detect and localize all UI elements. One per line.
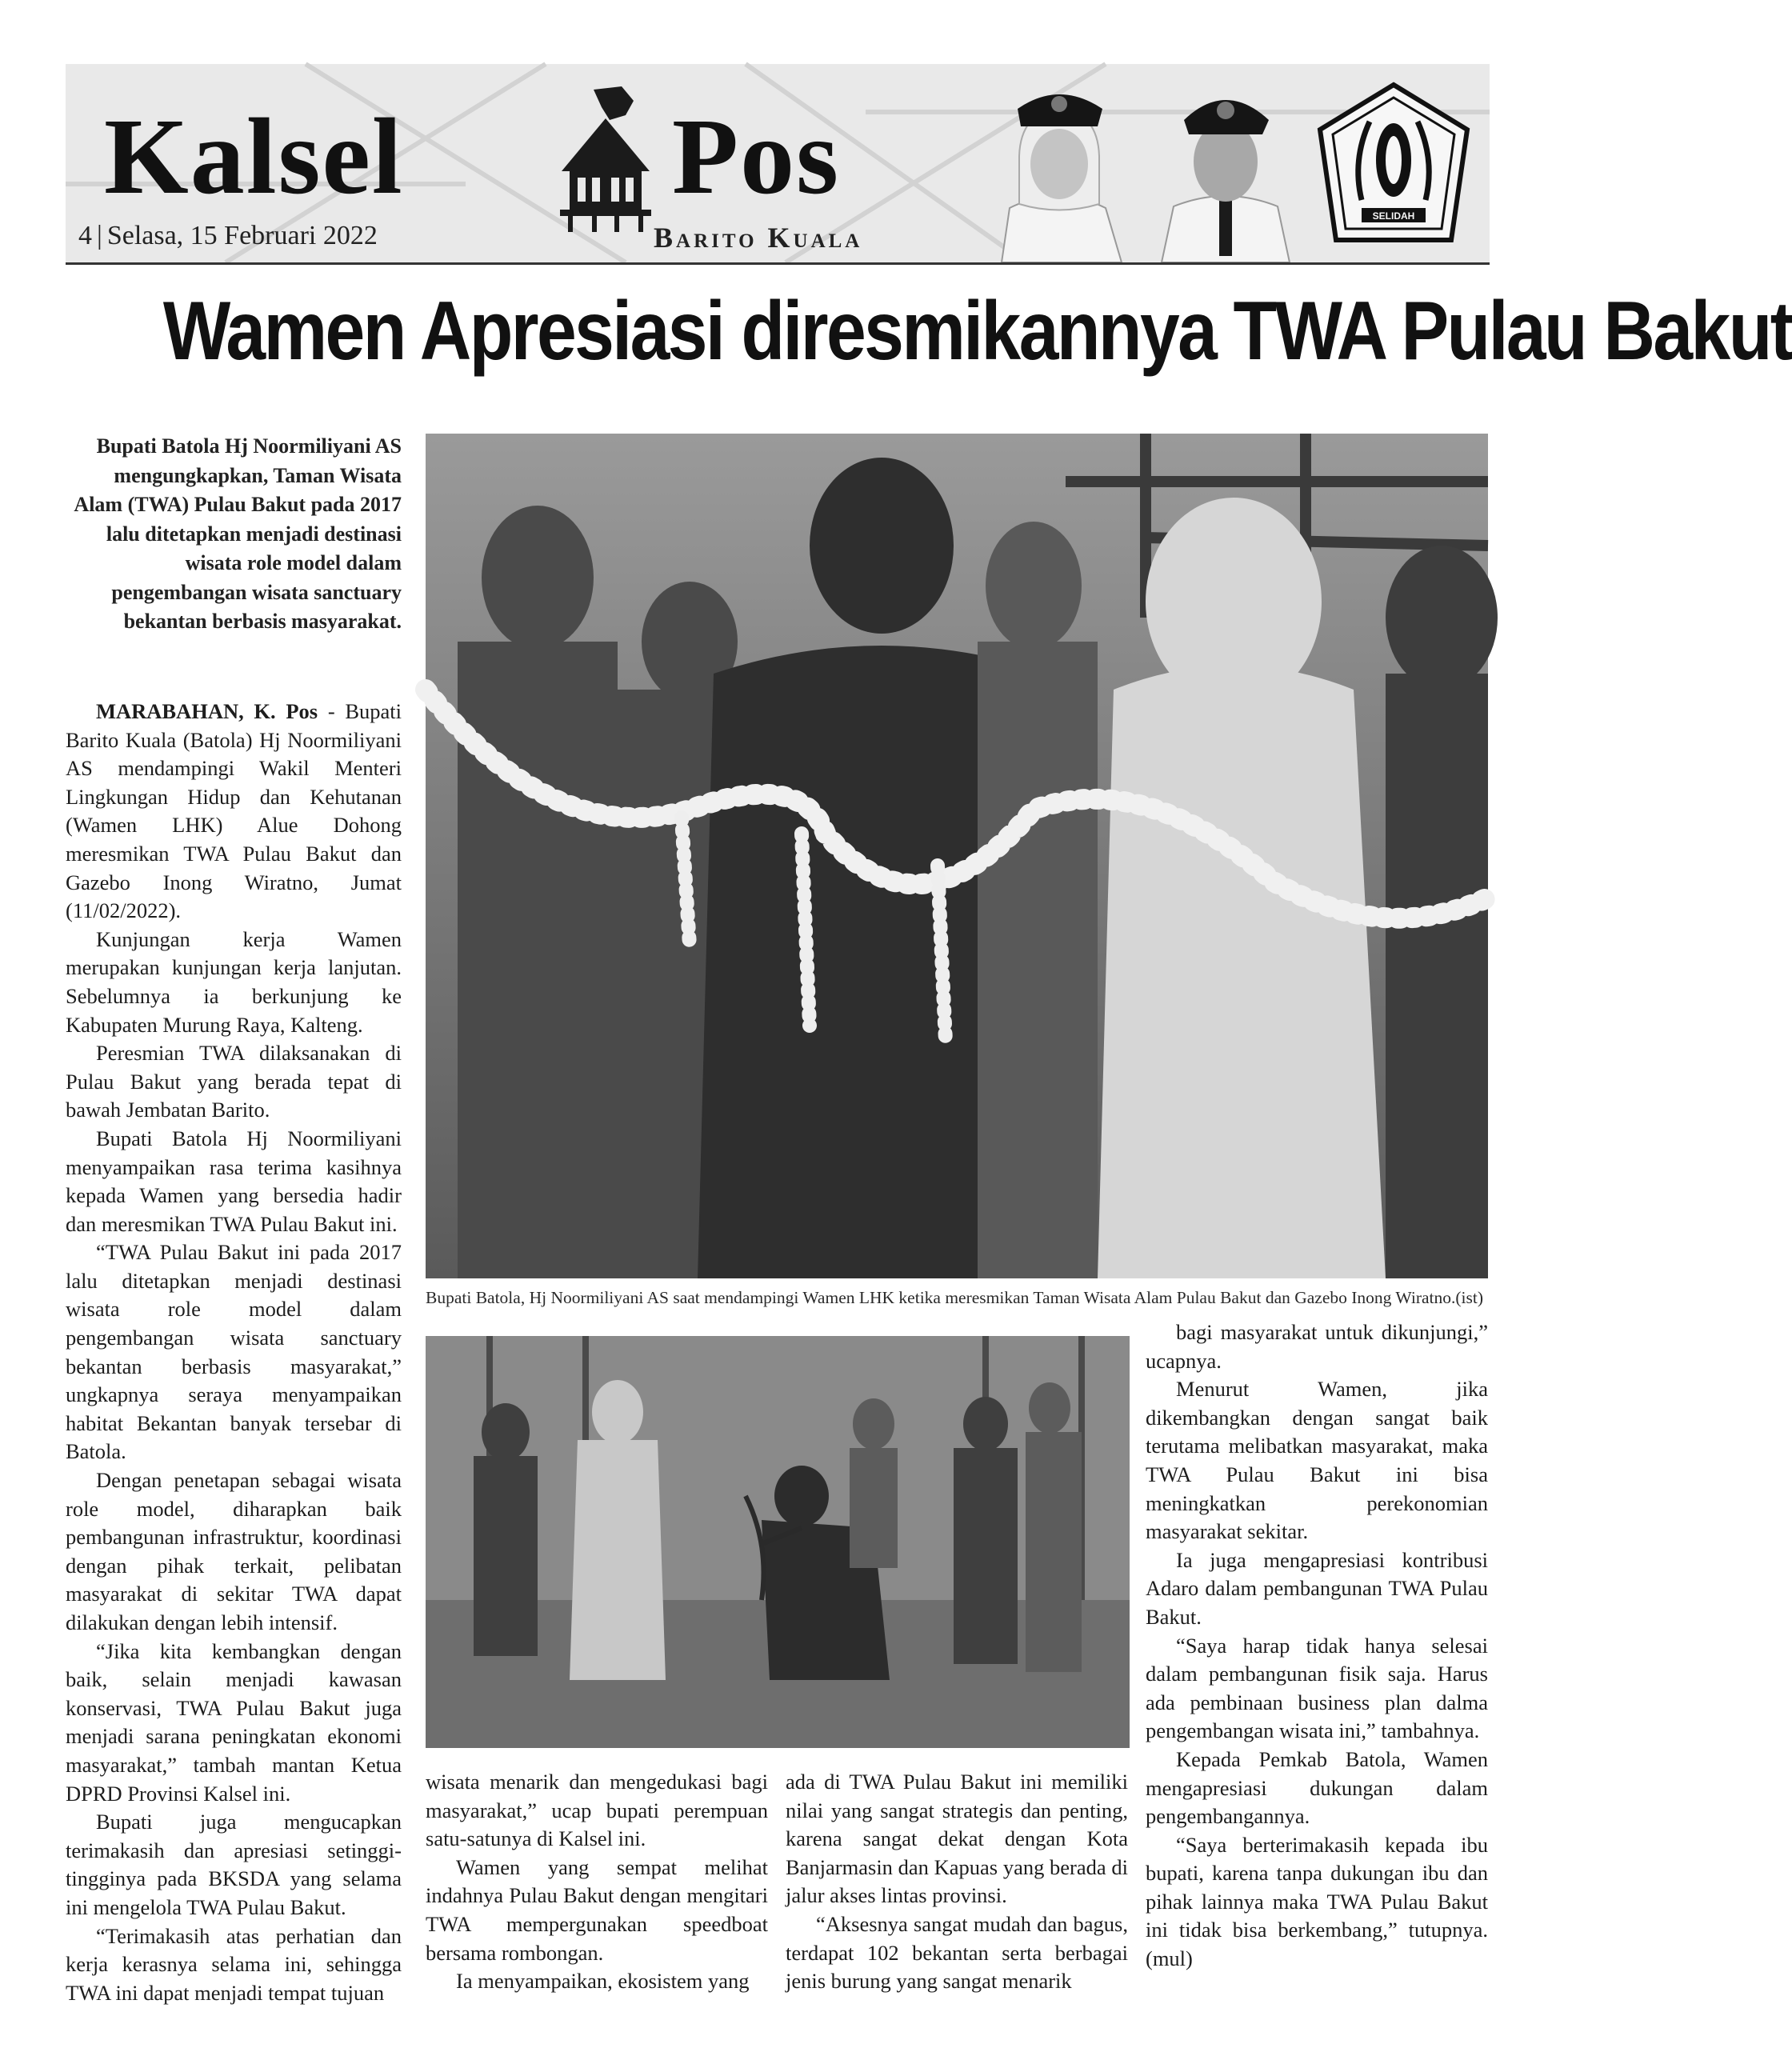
- region-label: Barito Kuala: [654, 222, 863, 254]
- lead-paragraph: Bupati Batola Hj Noormiliyani AS mengungkapkan, Taman Wisata Alam (TWA) Pulau Bakut pada 2017 lalu ditetapkan menjadi destinasi wisata role model dalam pengembangan wisata sanctuary bekantan berbasis masyarakat.: [74, 434, 402, 633]
- issue-line: 4 | Selasa, 15 Februari 2022: [78, 221, 378, 250]
- portrait-vice-regent: [1162, 100, 1290, 262]
- paragraph: bagi masyarakat untuk dikunjungi,” ucapnya.: [1146, 1320, 1488, 1373]
- paragraph: wisata menarik dan mengedukasi bagi masyarakat,” ucap bupati perempuan satu-satunya di Kalsel ini.: [426, 1770, 768, 1851]
- paragraph: “Saya harap tidak hanya selesai dalam pembangunan fisik saja. Harus ada pembinaan business plan dalma pengembangan wisata ini,” tambahnya.: [1146, 1633, 1488, 1743]
- paragraph: Kepada Pemkab Batola, Wamen mengapresiasi dukungan dalam pengembangannya.: [1146, 1746, 1488, 1829]
- paragraph: Bupati juga mengucapkan terimakasih dan apresiasi setinggi-tingginya pada BKSDA yang selama ini mengelola TWA Pulau Bakut.: [66, 1810, 402, 1919]
- paragraph: Ia juga mengapresiasi kontribusi Adaro dalam pembangunan TWA Pulau Bakut.: [1146, 1547, 1488, 1629]
- article-column-2: [426, 1768, 768, 1996]
- article-column-1: [66, 698, 402, 2007]
- paragraph: ada di TWA Pulau Bakut ini memiliki nilai yang sangat strategis dan penting, karena sangat dekat dengan Kota Banjarmasin dan Kapuas yang berada di jalur akses lintas provinsi.: [786, 1770, 1128, 1908]
- inauguration-photo: [426, 434, 1488, 1278]
- issue-date: Selasa, 15 Februari 2022: [106, 221, 378, 250]
- paragraph: Dengan penetapan sebagai wisata role model, diharapkan baik pembangunan infrastruktur, koordinasi dengan pihak terkait, pelibatan masyarakat di sekitar TWA dapat dilakukan dengan lebih intensif.: [66, 1468, 402, 1634]
- paragraph: Wamen yang sempat melihat indahnya Pulau Bakut dengan mengitari TWA mempergunakan speedboat bersama rombongan.: [426, 1854, 768, 1965]
- tree-planting-photo: [426, 1336, 1130, 1748]
- masthead-title-right: Pos: [672, 97, 840, 217]
- portrait-regent: [1002, 94, 1122, 262]
- barito-kuala-seal: [1314, 80, 1474, 248]
- paragraph: “Jika kita kembangkan dengan baik, selain menjadi kawasan konservasi, TWA Pulau Bakut juga menjadi sarana peningkatan ekonomi masyarakat,” tambah mantan Ketua DPRD Provinsi Kalsel ini.: [66, 1638, 402, 1806]
- masthead: [66, 64, 1490, 262]
- masthead-rule: [66, 262, 1490, 265]
- paragraph: [66, 698, 402, 926]
- paragraph: Menurut Wamen, jika dikembangkan dengan sangat baik terutama melibatkan masyarakat, maka TWA Pulau Bakut ini bisa meningkatkan perekonomian masyarakat sekitar.: [1146, 1377, 1488, 1544]
- paragraph: “Terimakasih atas perhatian dan kerja kerasnya selama ini, sehingga TWA ini dapat menjadi tempat tujuan: [66, 1923, 402, 2005]
- paragraph: Ia menyampaikan, ekosistem yang: [456, 1969, 750, 1994]
- paragraph: “Saya berterimakasih kepada ibu bupati, karena tanpa dukungan ibu dan pihak lainnya maka TWA Pulau Bakut ini tidak bisa berkembang,” tutupnya.(mul): [1146, 1832, 1488, 1971]
- tree-planting-photo-illustration: [426, 1336, 1130, 1748]
- kalsel-house-emblem: [546, 83, 666, 235]
- officials-portraits: [970, 64, 1338, 262]
- paragraph: Bupati Batola Hj Noormiliyani menyampaikan rasa terima kasihnya kepada Wamen yang bersedia hadir dan meresmikan TWA Pulau Bakut ini.: [66, 1126, 402, 1236]
- masthead-title-left: Kalsel: [104, 97, 404, 217]
- paragraph: Peresmian TWA dilaksanakan di Pulau Bakut yang berada tepat di bawah Jembatan Barito.: [66, 1041, 402, 1122]
- dateline: MARABAHAN, K. Pos: [96, 699, 318, 723]
- inauguration-photo-illustration: [426, 434, 1488, 1278]
- paragraph: “Aksesnya sangat mudah dan bagus, terdapat 102 bekantan serta berbagai jenis burung yang sangat menarik: [786, 1911, 1128, 1994]
- page-number: 4: [78, 221, 92, 250]
- paragraph-text: - Bupati Barito Kuala (Batola) Hj Noormiliyani AS mendampingi Wakil Menteri Lingkungan Hidup dan Kehutanan (Wamen LHK) Alue Dohong meresmikan TWA Pulau Bakut dan Gazebo Inong Wiratno, Jumat (11/02/2022).: [66, 699, 402, 923]
- headline: Wamen Apresiasi diresmikannya TWA Pulau Bakut: [162, 285, 1792, 378]
- article-column-4: [1146, 1318, 1488, 1974]
- photo-caption: Bupati Batola, Hj Noormiliyani AS saat mendampingi Wamen LHK ketika meresmikan Taman Wisata Alam Pulau Bakut dan Gazebo Inong Wiratno.(ist): [426, 1288, 1483, 1307]
- seal-label: SELIDAH: [1372, 210, 1415, 222]
- paragraph: “TWA Pulau Bakut ini pada 2017 lalu ditetapkan menjadi destinasi wisata role model dalam pengembangan wisata sanctuary bekantan berbasis masyarakat,” ungkapnya seraya menyampaikan habitat Bekantan banyak tersebar di Batola.: [66, 1240, 402, 1464]
- paragraph: Kunjungan kerja Wamen merupakan kunjungan kerja lanjutan. Sebelumnya ia berkunjung ke Kabupaten Murung Raya, Kalteng.: [66, 926, 402, 1037]
- article-column-3: [786, 1768, 1128, 1996]
